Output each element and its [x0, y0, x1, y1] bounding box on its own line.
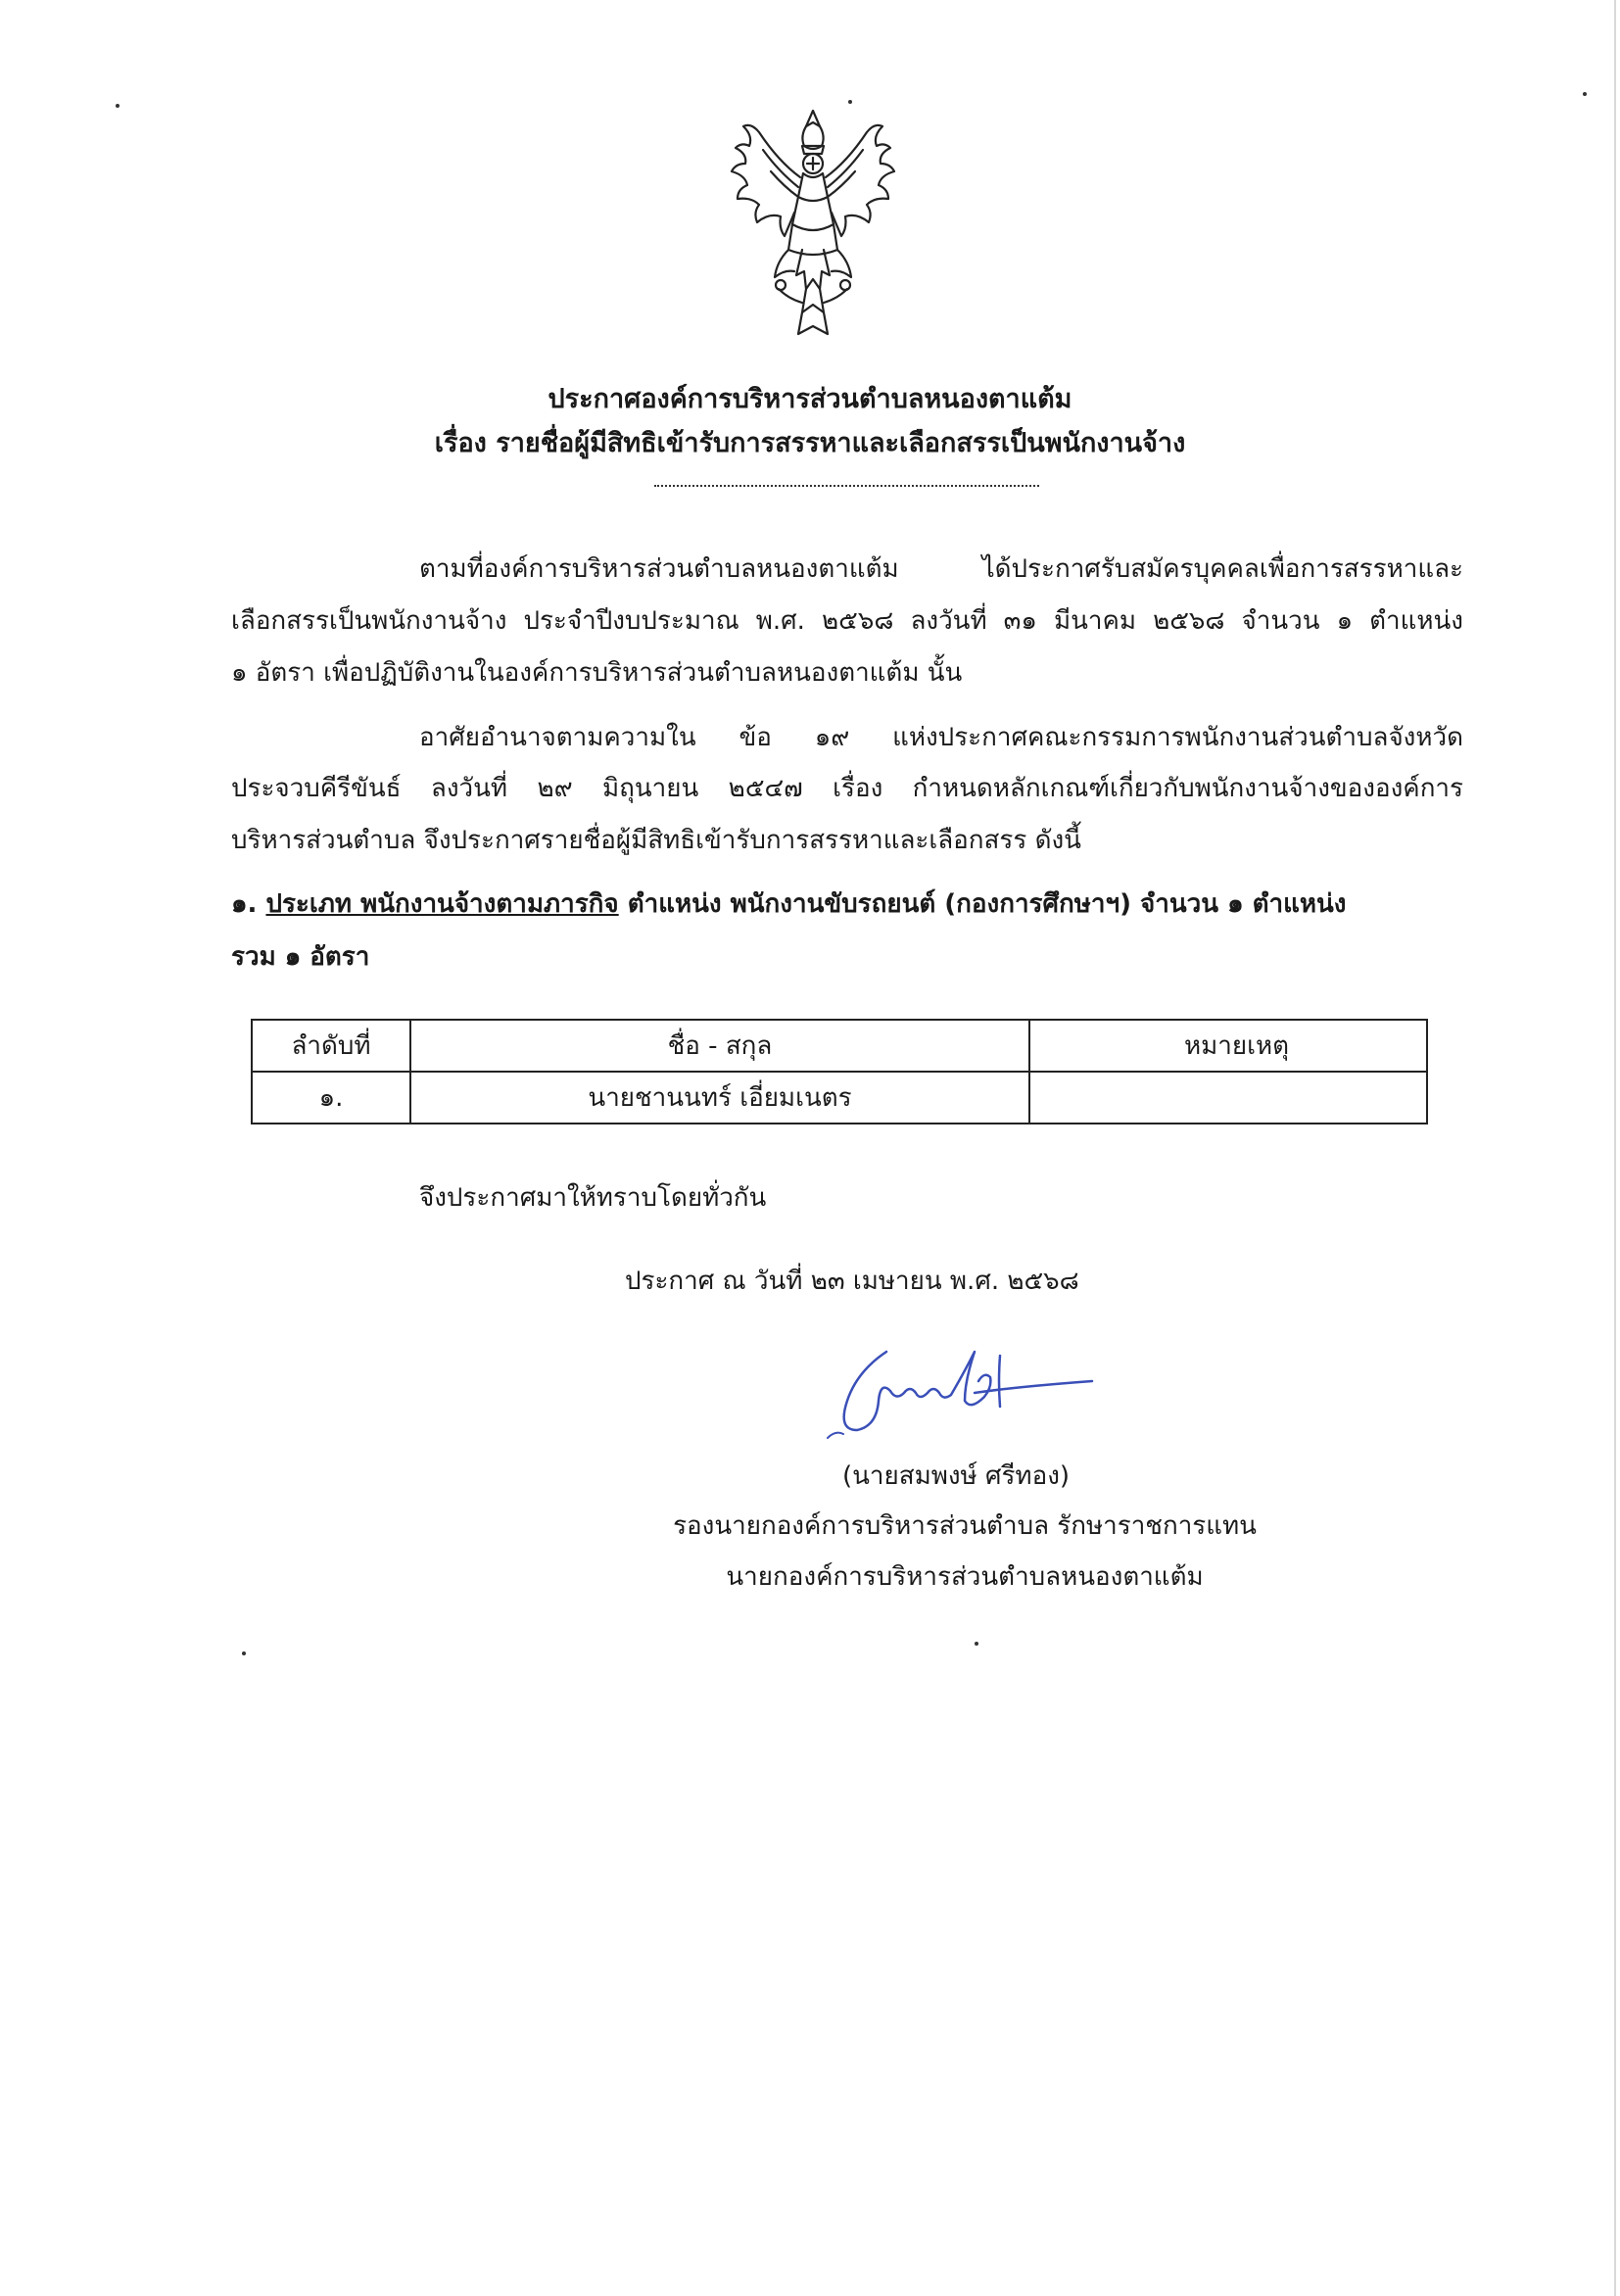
garuda-emblem-icon	[720, 103, 906, 343]
category-total: รวม ๑ อัตรา	[231, 942, 370, 972]
header-order: ลำดับที่	[252, 1020, 410, 1072]
table-header-row	[252, 1020, 1427, 1072]
signatory-title-2: นายกองค์การบริหารส่วนตำบลหนองตาแต้ม	[726, 1562, 1204, 1592]
signature-image	[818, 1332, 1097, 1450]
scan-speck	[242, 1651, 246, 1655]
cell-name: นายชานนทร์ เอี่ยมเนตร	[410, 1072, 1029, 1124]
category-number: ๑.	[231, 889, 258, 919]
candidates-table	[251, 1019, 1428, 1124]
announce-date: ประกาศ ณ วันที่ ๒๓ เมษายน พ.ศ. ๒๕๖๘	[625, 1267, 1079, 1296]
intro-line-2: เลือกสรรเป็นพนักงานจ้าง ประจำปีงบประมาณ พ.ศ. ๒๕๖๘ ลงวันที่ ๓๑ มีนาคม ๒๕๖๘ จำนวน ๑ ตำแหน่ง	[231, 606, 1463, 636]
table-row	[252, 1072, 1427, 1124]
scan-speck	[975, 1642, 978, 1646]
category-position: ตำแหน่ง พนักงานขับรถยนต์ (กองการศึกษาฯ) จำนวน ๑ ตำแหน่ง	[618, 889, 1347, 919]
signatory-name: (นายสมพงษ์ ศรีทอง)	[841, 1461, 1071, 1491]
category-line	[231, 886, 1346, 922]
header-remark: หมายเหตุ	[1029, 1020, 1427, 1072]
announcement-title: ประกาศองค์การบริหารส่วนตำบลหนองตาแต้ม	[548, 384, 1072, 414]
scan-page-edge	[1614, 0, 1616, 2296]
authority-line-2: ประจวบคีรีขันธ์ ลงวันที่ ๒๙ มิถุนายน ๒๕๔๗ เรื่อง กำหนดหลักเกณฑ์เกี่ยวกับพนักงานจ้างขององค์การ	[231, 774, 1463, 803]
category-type: ประเภท พนักงานจ้างตามภารกิจ	[265, 889, 619, 919]
scan-speck	[116, 104, 119, 108]
cell-order: ๑.	[252, 1072, 410, 1124]
scan-speck	[1583, 92, 1587, 96]
authority-line-3: บริหารส่วนตำบล จึงประกาศรายชื่อผู้มีสิทธิเข้ารับการสรรหาและเลือกสรร ดังนี้	[231, 826, 1081, 855]
signatory-title-1: รองนายกองค์การบริหารส่วนตำบล รักษาราชการแทน	[673, 1511, 1257, 1541]
authority-line-1: อาศัยอำนาจตามความใน ข้อ ๑๙ แห่งประกาศคณะกรรมการพนักงานส่วนตำบลจังหวัด	[419, 723, 1463, 752]
scan-speck	[848, 100, 852, 104]
header-name: ชื่อ - สกุล	[410, 1020, 1029, 1072]
cell-remark	[1029, 1072, 1427, 1124]
intro-line-3: ๑ อัตรา เพื่อปฏิบัติงานในองค์การบริหารส่วนตำบลหนองตาแต้ม นั้น	[231, 658, 963, 688]
intro-line-1: ตามที่องค์การบริหารส่วนตำบลหนองตาแต้ม ได้ประกาศรับสมัครบุคคลเพื่อการสรรหาและ	[419, 554, 1463, 584]
announcement-subject: เรื่อง รายชื่อผู้มีสิทธิเข้ารับการสรรหาและเลือกสรรเป็นพนักงานจ้าง	[434, 428, 1186, 458]
closing-text: จึงประกาศมาให้ทราบโดยทั่วกัน	[419, 1183, 767, 1213]
dotted-separator	[654, 485, 1039, 487]
